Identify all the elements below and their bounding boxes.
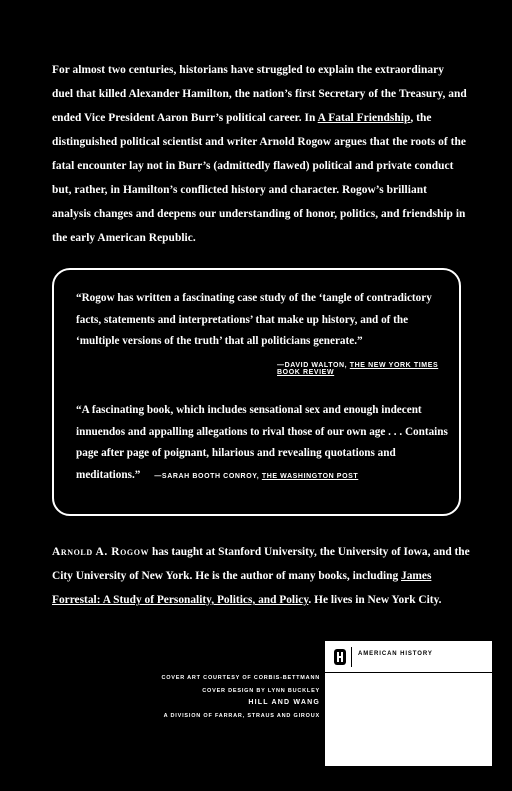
blurb-paragraph [52, 58, 467, 250]
blurb-text-1: For almost two centuries, historians have struggled to explain the extraordinary duel that killed Alexander Hamilton, the nation’s first Secretary of the Treasury, and ended Vice President Aaron Burr’s political career. In [52, 64, 467, 124]
blurb-text-2: , the distinguished political scientist and writer Arnold Rogow argues that the roots of the fatal encounter lay not in Burr’s (admittedly flawed) political and private conduct but, rather, in Hamilton’s conflicted history and character. Rogow’s brilliant analysis changes and deepens our understanding of honor, politics, and friendship in the early American Republic. [52, 112, 466, 244]
category-label: AMERICAN HISTORY [358, 651, 433, 657]
publisher-name: HILL AND WANG [248, 699, 320, 706]
cover-art-credit: COVER ART COURTESY OF CORBIS-BETTMANN [161, 675, 320, 681]
publisher-logo-icon [333, 647, 347, 667]
author-bio [52, 540, 472, 612]
cover-credits [140, 672, 320, 722]
quote-attribution [154, 466, 358, 488]
book-title: A Fatal Friendship [317, 112, 411, 124]
author-book-title: James Forrestal: A Study of Personality, Politics, and Policy [52, 570, 432, 606]
barcode-header [325, 641, 492, 673]
quote-author: —SARAH BOOTH CONROY, [154, 472, 262, 480]
divider [351, 647, 352, 667]
review-quote [76, 288, 448, 353]
quote-attribution [277, 362, 457, 376]
quote-text: “Rogow has written a fascinating case study of the ‘tangle of contradictory facts, statements and interpretations’ that make up history, and of the ‘multiple versions of the truth’ that all politicians generate.” [76, 292, 432, 347]
quote-source: THE NEW YORK TIMES BOOK REVIEW [277, 362, 439, 376]
publisher-division: A DIVISION OF FARRAR, STRAUS AND GIROUX [163, 712, 320, 719]
review-quotes-box [52, 268, 461, 516]
barcode-box [325, 641, 492, 766]
review-quote [76, 400, 448, 487]
author-name: Arnold A. Rogow [52, 546, 150, 558]
quote-source: THE WASHINGTON POST [261, 472, 359, 480]
bio-text-1: has taught at Stanford University, the University of Iowa, and the City University of New York. He is the author of many books, including [52, 546, 470, 582]
cover-design-credit: COVER DESIGN BY LYNN BUCKLEY [202, 687, 320, 694]
quote-author: —DAVID WALTON, [277, 362, 350, 369]
quote-text: “A fascinating book, which includes sensational sex and enough indecent innuendos and appalling allegations to rival those of our own age . . . Contains page after page of poignant, hilarious and revealing quotations and meditations.” [76, 404, 448, 481]
bio-text-2: . He lives in New York City. [308, 594, 442, 606]
